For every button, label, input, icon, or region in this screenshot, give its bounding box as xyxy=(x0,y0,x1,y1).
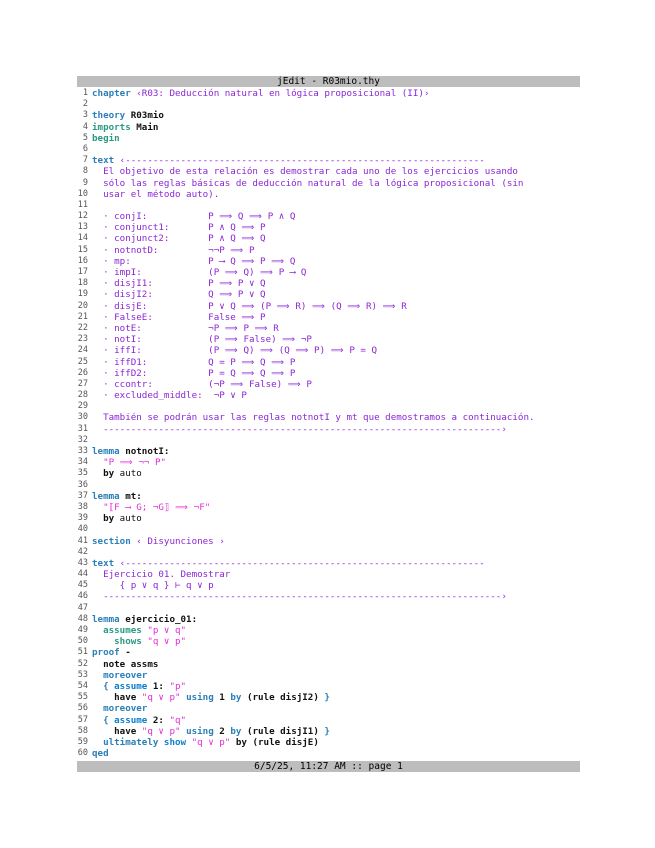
line-text xyxy=(92,133,580,144)
line-text xyxy=(92,88,580,99)
code-token: "q" xyxy=(163,714,187,726)
line-text xyxy=(92,267,580,278)
line-number: 45 xyxy=(77,580,88,591)
code-line[interactable] xyxy=(77,278,580,289)
line-text xyxy=(92,625,580,636)
line-number: 53 xyxy=(77,669,88,680)
code-token: mt: xyxy=(119,490,142,502)
code-token: · notE: ¬P ⟹ P ⟹ R xyxy=(92,322,279,334)
line-text xyxy=(92,233,580,244)
code-token: · conjI: P ⟹ Q ⟹ P ∧ Q xyxy=(92,211,296,223)
code-token: theory xyxy=(92,110,126,122)
code-token: ‹----------------------------------------------------------------- xyxy=(114,155,485,167)
code-token: "q ∨ p" xyxy=(141,636,187,648)
line-number: 16 xyxy=(77,255,88,266)
code-token: 1: xyxy=(147,680,164,692)
footer-text: 6/5/25, 11:27 AM :: page 1 xyxy=(254,761,403,772)
code-token: ------------------------------------------------------------------------› xyxy=(92,591,507,603)
code-token: El objetivo de esta relación es demostrar cada uno de los ejercicios usando xyxy=(92,166,518,178)
code-line[interactable] xyxy=(77,580,580,591)
code-line[interactable] xyxy=(77,435,580,446)
code-line[interactable] xyxy=(77,357,580,368)
line-text xyxy=(92,457,580,468)
code-token: section xyxy=(92,535,131,547)
code-token: (rule disjI1) xyxy=(241,725,319,737)
line-text xyxy=(92,681,580,692)
line-number: 42 xyxy=(77,546,88,557)
code-token: { p ∨ q } ⊢ q ∨ p xyxy=(92,580,214,592)
line-text xyxy=(92,334,580,345)
line-text xyxy=(92,379,580,390)
line-number: 15 xyxy=(77,244,88,255)
code-token: lemma xyxy=(92,490,120,502)
line-number: 7 xyxy=(82,155,88,166)
line-text xyxy=(92,301,580,312)
line-text xyxy=(92,647,580,658)
line-text xyxy=(92,659,580,670)
line-number: 55 xyxy=(77,692,88,703)
code-token: lemma xyxy=(92,613,120,625)
code-line[interactable] xyxy=(77,670,580,681)
line-text xyxy=(92,368,580,379)
code-line[interactable] xyxy=(77,647,580,658)
code-line[interactable] xyxy=(77,614,580,625)
code-token: proof xyxy=(92,647,120,659)
code-token: show xyxy=(158,736,187,748)
code-line[interactable] xyxy=(77,245,580,256)
line-text xyxy=(92,222,580,233)
code-token: · impI: (P ⟹ Q) ⟹ P ⟶ Q xyxy=(92,267,307,278)
page-footer xyxy=(77,761,580,772)
line-text xyxy=(92,323,580,334)
line-number: 31 xyxy=(77,423,88,434)
line-number: 8 xyxy=(82,166,88,177)
code-token: by xyxy=(230,736,247,748)
code-token: · iffD2: P = Q ⟹ Q ⟹ P xyxy=(92,367,296,379)
code-line[interactable] xyxy=(77,133,580,144)
line-text xyxy=(92,211,580,222)
code-token: - xyxy=(119,647,131,659)
line-text xyxy=(92,692,580,703)
line-number: 12 xyxy=(77,211,88,222)
line-number: 59 xyxy=(77,736,88,747)
code-token: (rule disjI2) xyxy=(241,692,319,704)
code-token: · iffD1: Q = P ⟹ Q ⟹ P xyxy=(92,356,296,368)
line-number: 38 xyxy=(77,501,88,512)
code-token: "P ⟹ ¬¬ P" xyxy=(92,457,167,469)
code-token: (rule disjE) xyxy=(246,736,319,748)
line-number: 17 xyxy=(77,267,88,277)
code-token: · mp: P ⟶ Q ⟹ P ⟹ Q xyxy=(92,255,296,267)
line-text xyxy=(92,614,580,625)
line-number: 21 xyxy=(77,311,88,322)
line-number: 37 xyxy=(77,490,88,501)
line-number: 34 xyxy=(77,457,88,468)
code-token: text xyxy=(92,155,115,167)
code-line[interactable] xyxy=(77,155,580,166)
code-token: notnotI: xyxy=(119,446,170,457)
line-text xyxy=(92,558,580,569)
line-number: 3 xyxy=(82,110,88,121)
line-number: 48 xyxy=(77,613,88,624)
code-token: auto xyxy=(114,468,142,480)
code-line[interactable] xyxy=(77,536,580,547)
code-line[interactable] xyxy=(77,267,580,278)
code-token: by xyxy=(224,725,242,737)
code-line[interactable] xyxy=(77,480,580,491)
code-line[interactable] xyxy=(77,323,580,334)
code-line[interactable] xyxy=(77,558,580,569)
line-text xyxy=(92,289,580,300)
code-token: { xyxy=(92,714,109,726)
line-text xyxy=(92,345,580,356)
code-line[interactable] xyxy=(77,88,580,99)
code-token: qed xyxy=(92,748,109,760)
line-text xyxy=(92,278,580,289)
line-number: 13 xyxy=(77,222,88,233)
code-line[interactable] xyxy=(77,524,580,535)
line-text xyxy=(92,178,580,189)
code-line[interactable] xyxy=(77,625,580,636)
code-line[interactable] xyxy=(77,513,580,524)
code-token: auto xyxy=(114,513,142,525)
code-line[interactable] xyxy=(77,144,580,155)
line-text xyxy=(92,703,580,714)
line-number: 43 xyxy=(77,557,88,568)
line-number: 26 xyxy=(77,367,88,378)
window-title: jEdit - R03mio.thy xyxy=(277,76,380,87)
line-number: 49 xyxy=(77,625,88,635)
line-text xyxy=(92,468,580,479)
code-line[interactable] xyxy=(77,468,580,479)
code-line[interactable] xyxy=(77,636,580,647)
line-number: 44 xyxy=(77,569,88,580)
line-text xyxy=(92,502,580,513)
line-text xyxy=(92,189,580,200)
code-token: chapter xyxy=(92,88,131,99)
line-number: 58 xyxy=(77,725,88,736)
line-number: 35 xyxy=(77,468,88,479)
line-text xyxy=(92,166,580,177)
code-token: ultimately xyxy=(92,736,159,748)
code-token: sólo las reglas básicas de deducción natural de la lógica proposicional (sin xyxy=(92,177,524,189)
code-line[interactable] xyxy=(77,166,580,177)
line-number: 46 xyxy=(77,591,88,602)
code-token: 2 xyxy=(213,725,225,737)
code-token: "p" xyxy=(163,680,187,692)
line-number: 40 xyxy=(77,524,88,535)
code-line[interactable] xyxy=(77,222,580,233)
code-line[interactable] xyxy=(77,345,580,356)
code-line[interactable] xyxy=(77,748,580,759)
line-text xyxy=(92,748,580,759)
code-line[interactable] xyxy=(77,401,580,412)
line-number: 30 xyxy=(77,412,88,423)
line-number: 47 xyxy=(77,602,88,613)
code-line[interactable] xyxy=(77,334,580,345)
line-number: 19 xyxy=(77,289,88,300)
line-text xyxy=(92,580,580,591)
code-token: ejercicio_01: xyxy=(119,613,198,625)
code-token: · disjI2: Q ⟹ P ∨ Q xyxy=(92,289,266,301)
line-number: 9 xyxy=(82,177,88,188)
code-line[interactable] xyxy=(77,99,580,110)
line-text xyxy=(92,491,580,502)
code-token: imports xyxy=(92,121,131,133)
code-line[interactable] xyxy=(77,256,580,267)
code-line[interactable] xyxy=(77,178,580,189)
line-text xyxy=(92,312,580,323)
code-token: using xyxy=(180,725,214,737)
line-text xyxy=(92,110,580,121)
line-text xyxy=(92,591,580,602)
line-text xyxy=(92,446,580,457)
code-token: · disjI1: P ⟹ P ∨ Q xyxy=(92,278,266,290)
code-token: ‹R03: Deducción natural en lógica proposicional (II)› xyxy=(130,88,430,99)
code-line[interactable] xyxy=(77,110,580,121)
code-token: R03mio xyxy=(125,110,164,122)
line-text xyxy=(92,536,580,547)
code-token: ------------------------------------------------------------------------› xyxy=(92,423,507,435)
line-text xyxy=(92,715,580,726)
code-token: moreover xyxy=(92,669,148,681)
code-token: ‹----------------------------------------------------------------- xyxy=(114,557,485,569)
code-line[interactable] xyxy=(77,289,580,300)
line-number: 33 xyxy=(77,446,88,456)
line-number: 54 xyxy=(77,680,88,691)
code-editor[interactable] xyxy=(77,88,580,759)
code-line[interactable] xyxy=(77,591,580,602)
code-token: · excluded_middle: ¬P ∨ P xyxy=(92,390,247,402)
code-token: assms xyxy=(125,658,159,670)
line-text xyxy=(92,636,580,647)
line-number: 1 xyxy=(82,88,88,98)
code-token: using xyxy=(180,692,214,704)
code-line[interactable] xyxy=(77,715,580,726)
code-line[interactable] xyxy=(77,233,580,244)
code-token: · notnotD: ¬¬P ⟹ P xyxy=(92,244,255,256)
code-token: by xyxy=(92,468,115,480)
line-number: 5 xyxy=(82,132,88,143)
code-token: shows xyxy=(92,636,142,648)
code-token: lemma xyxy=(92,446,120,457)
line-number: 36 xyxy=(77,479,88,490)
code-token: } xyxy=(318,725,330,737)
line-text xyxy=(92,737,580,748)
line-text xyxy=(92,424,580,435)
line-number: 14 xyxy=(77,233,88,244)
code-token: begin xyxy=(92,132,120,144)
code-line[interactable] xyxy=(77,211,580,222)
code-token: "q ∨ p" xyxy=(136,725,181,737)
line-number: 23 xyxy=(77,334,88,345)
line-number: 4 xyxy=(82,121,88,132)
code-token: text xyxy=(92,557,115,569)
code-token: · notI: (P ⟹ False) ⟹ ¬P xyxy=(92,334,312,346)
code-token: "q ∨ p" xyxy=(136,692,181,704)
code-line[interactable] xyxy=(77,312,580,323)
code-line[interactable] xyxy=(77,681,580,692)
line-number: 18 xyxy=(77,278,88,289)
code-token: moreover xyxy=(92,703,148,715)
line-number: 27 xyxy=(77,378,88,389)
code-line[interactable] xyxy=(77,189,580,200)
code-token: · conjunct2: P ∧ Q ⟹ Q xyxy=(92,233,266,245)
line-number: 11 xyxy=(77,199,88,210)
code-line[interactable] xyxy=(77,692,580,703)
code-line[interactable] xyxy=(77,737,580,748)
code-line[interactable] xyxy=(77,726,580,737)
line-text xyxy=(92,670,580,681)
code-line[interactable] xyxy=(77,379,580,390)
line-text xyxy=(92,155,580,166)
code-token: assumes xyxy=(92,625,142,636)
code-token: by xyxy=(224,692,242,704)
line-number: 28 xyxy=(77,390,88,401)
code-token: have xyxy=(92,692,137,704)
line-number: 50 xyxy=(77,636,88,647)
line-text xyxy=(92,513,580,524)
line-number: 6 xyxy=(82,143,88,154)
line-text xyxy=(92,726,580,737)
line-text xyxy=(92,390,580,401)
code-token: "q ∨ p" xyxy=(186,736,231,748)
code-line[interactable] xyxy=(77,502,580,513)
code-line[interactable] xyxy=(77,491,580,502)
code-token: Ejercicio 01. Demostrar xyxy=(92,569,231,581)
code-line[interactable] xyxy=(77,547,580,558)
code-line[interactable] xyxy=(77,368,580,379)
code-token: Main xyxy=(130,121,159,133)
line-number: 2 xyxy=(82,99,88,110)
code-line[interactable] xyxy=(77,412,580,423)
code-line[interactable] xyxy=(77,390,580,401)
line-number: 41 xyxy=(77,535,88,546)
code-line[interactable] xyxy=(77,569,580,580)
code-line[interactable] xyxy=(77,603,580,614)
code-token: assume xyxy=(108,680,148,692)
window-title-bar xyxy=(77,76,580,87)
code-token: ‹ Disyunciones › xyxy=(130,535,225,547)
code-token: · ccontr: (¬P ⟹ False) ⟹ P xyxy=(92,378,312,390)
code-token: } xyxy=(318,692,330,704)
code-token: 1 xyxy=(213,692,225,704)
code-line[interactable] xyxy=(77,457,580,468)
code-line[interactable] xyxy=(77,659,580,670)
line-number: 57 xyxy=(77,714,88,725)
code-token: assume xyxy=(108,714,148,726)
line-number: 51 xyxy=(77,647,88,658)
code-token: · conjunct1: P ∧ Q ⟹ P xyxy=(92,222,266,234)
line-number: 60 xyxy=(77,748,88,759)
code-token: "⟦F ⟶ G; ¬G⟧ ⟹ ¬F" xyxy=(92,501,211,513)
code-line[interactable] xyxy=(77,301,580,312)
code-token: · iffI: (P ⟹ Q) ⟹ (Q ⟹ P) ⟹ P = Q xyxy=(92,345,378,357)
line-number: 32 xyxy=(77,434,88,445)
code-token: · FalseE: False ⟹ P xyxy=(92,311,266,323)
line-number: 24 xyxy=(77,345,88,356)
code-token: 2: xyxy=(147,714,164,726)
line-number: 10 xyxy=(77,188,88,199)
code-line[interactable] xyxy=(77,200,580,211)
line-number: 52 xyxy=(77,658,88,669)
code-token: También se podrán usar las reglas notnotI y mt que demostramos a continuación. xyxy=(92,412,535,424)
line-text xyxy=(92,122,580,133)
code-token: usar el método auto). xyxy=(92,188,220,200)
code-token: note xyxy=(92,658,126,670)
code-token: · disjE: P ∨ Q ⟹ (P ⟹ R) ⟹ (Q ⟹ R) ⟹ R xyxy=(92,300,407,312)
line-number: 20 xyxy=(77,300,88,311)
line-number: 56 xyxy=(77,703,88,714)
line-number: 25 xyxy=(77,356,88,367)
line-number: 29 xyxy=(77,401,88,412)
code-token: "p ∨ q" xyxy=(141,625,187,636)
line-text xyxy=(92,569,580,580)
code-line[interactable] xyxy=(77,446,580,457)
line-text xyxy=(92,256,580,267)
code-line[interactable] xyxy=(77,703,580,714)
code-token: have xyxy=(92,725,137,737)
code-line[interactable] xyxy=(77,424,580,435)
line-number: 39 xyxy=(77,513,88,524)
code-token: by xyxy=(92,513,115,525)
line-number: 22 xyxy=(77,322,88,333)
line-text xyxy=(92,412,580,423)
code-token: { xyxy=(92,680,109,692)
code-line[interactable] xyxy=(77,122,580,133)
line-text xyxy=(92,357,580,368)
line-text xyxy=(92,245,580,256)
